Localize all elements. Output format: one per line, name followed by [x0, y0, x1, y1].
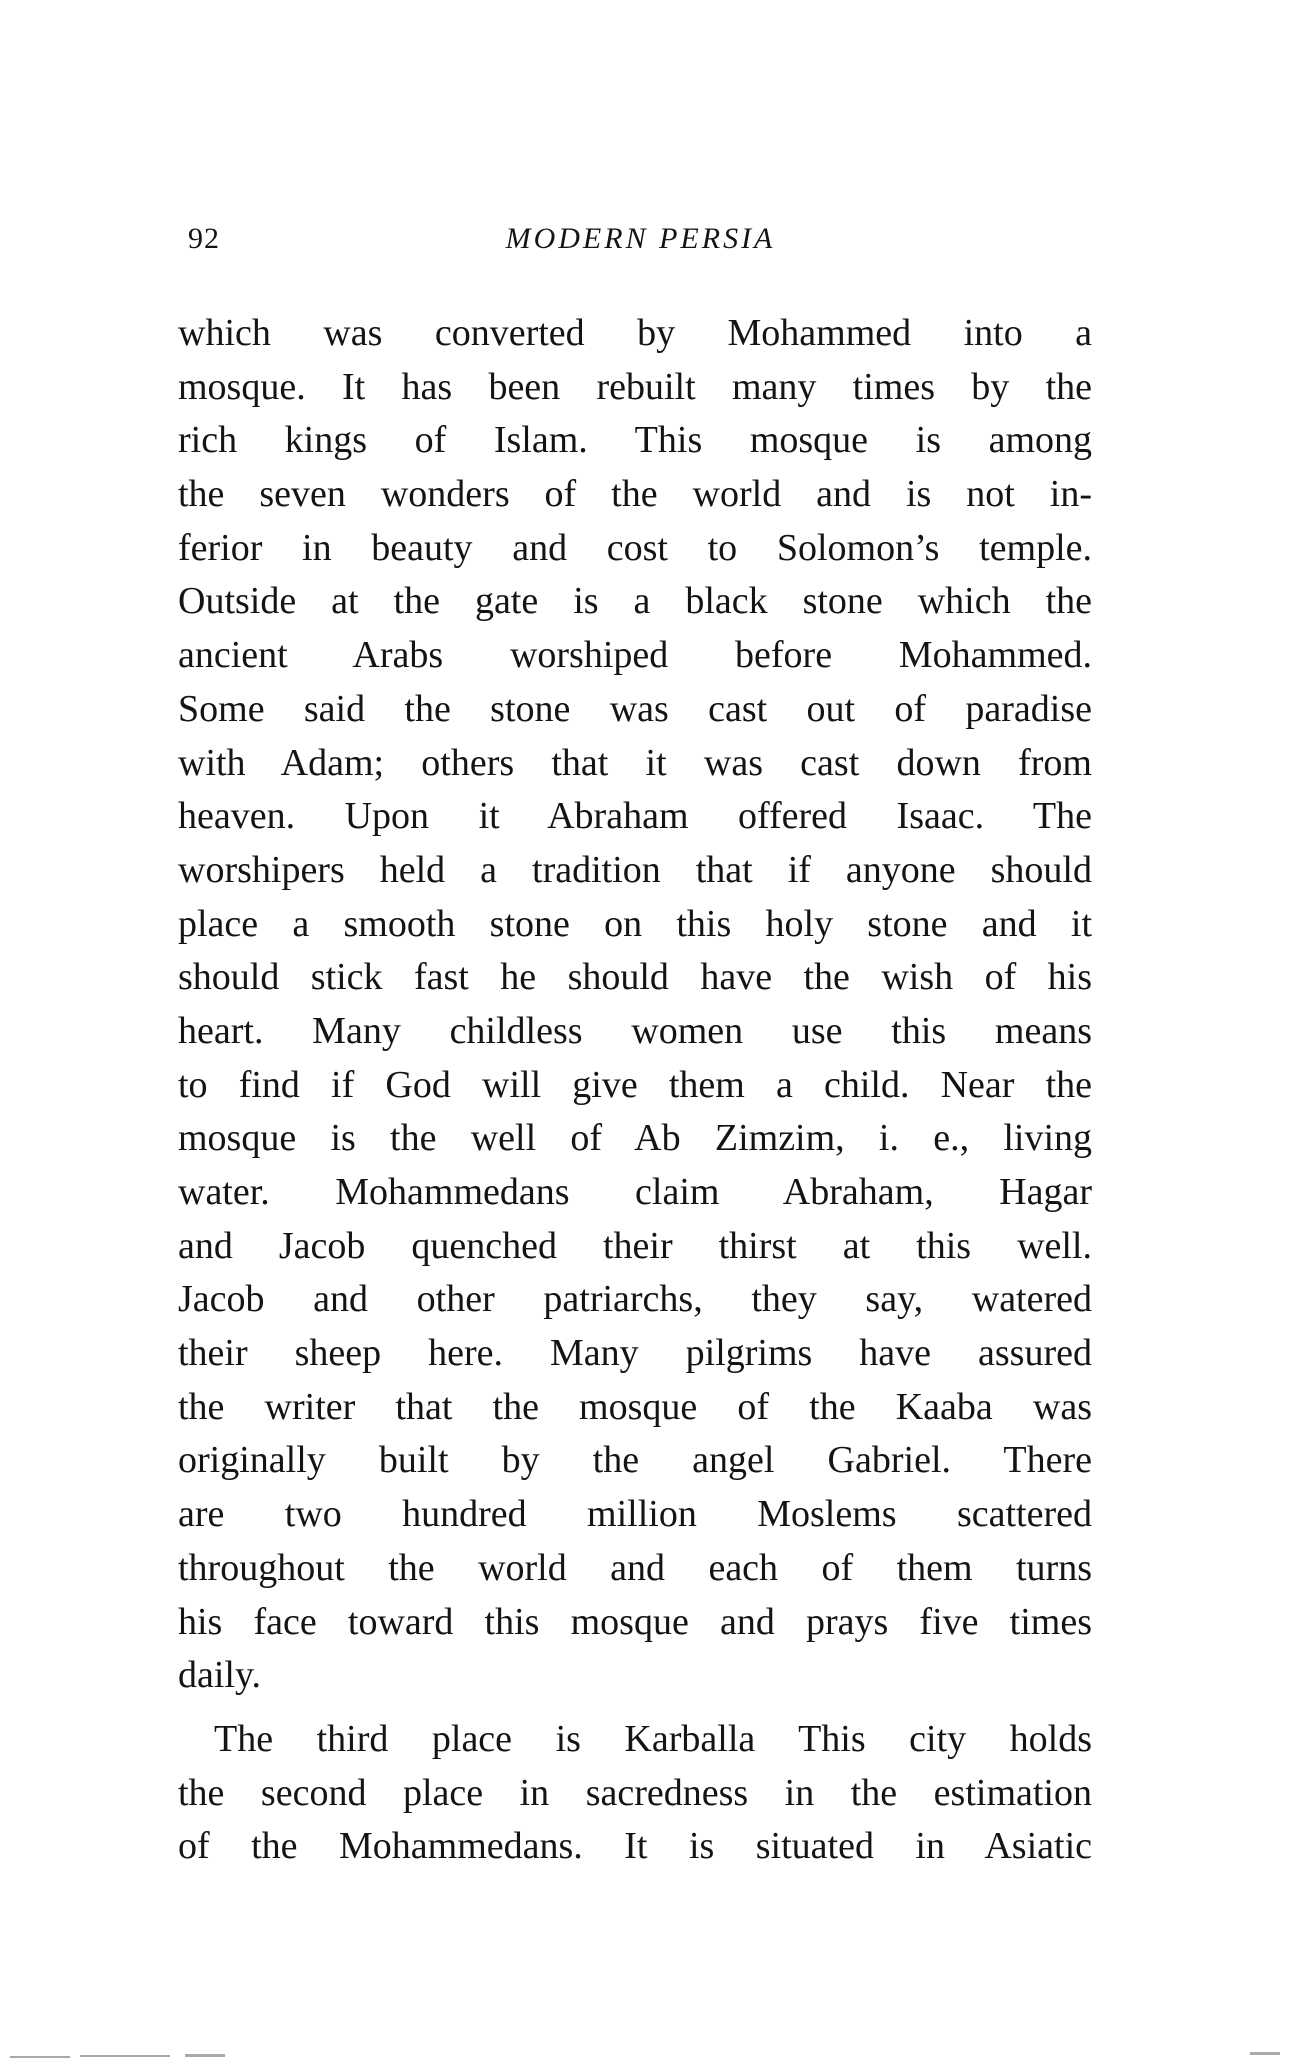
text-line: heart. Many childless women use this means — [178, 1009, 1092, 1052]
running-head — [188, 222, 1093, 272]
running-title: MODERN PERSIA — [505, 222, 776, 255]
text-line: throughout the world and each of them turns — [178, 1546, 1092, 1589]
text-line: Jacob and other patriarchs, they say, watered — [178, 1278, 1092, 1321]
text-line: rich kings of Islam. This mosque is among — [178, 419, 1092, 462]
text-line: The third place is Karballa This city holds — [214, 1717, 1092, 1760]
text-line: are two hundred million Moslems scattered — [178, 1493, 1092, 1536]
page-number: 92 — [188, 222, 220, 255]
text-line: their sheep here. Many pilgrims have assured — [178, 1332, 1092, 1375]
text-line: Some said the stone was cast out of paradise — [178, 687, 1092, 730]
text-line: mosque is the well of Ab Zimzim, i. e., living — [178, 1117, 1092, 1160]
text-line: with Adam; others that it was cast down from — [178, 741, 1092, 784]
text-line: Outside at the gate is a black stone which the — [178, 580, 1092, 623]
text-line: heaven. Upon it Abraham offered Isaac. The — [178, 795, 1092, 838]
paragraph — [178, 1713, 1092, 1874]
scan-specks — [0, 2036, 1315, 2066]
text-line: the seven wonders of the world and is not in- — [178, 473, 1092, 516]
text-line: water. Mohammedans claim Abraham, Hagar — [178, 1171, 1092, 1213]
text-line: his face toward this mosque and prays five times — [178, 1600, 1092, 1643]
text-line: should stick fast he should have the wish of his — [178, 956, 1092, 999]
text-line: the second place in sacredness in the estimation — [178, 1771, 1092, 1814]
text-line: the writer that the mosque of the Kaaba was — [178, 1385, 1092, 1428]
body-text — [178, 307, 1092, 1874]
text-line: and Jacob quenched their thirst at this well. — [178, 1224, 1092, 1267]
text-line: place a smooth stone on this holy stone and it — [178, 902, 1092, 945]
paragraph-break — [178, 1703, 1092, 1713]
text-line: originally built by the angel Gabriel. There — [178, 1439, 1092, 1482]
text-line: to find if God will give them a child. Near the — [178, 1063, 1092, 1106]
text-line: daily. — [178, 1654, 262, 1697]
text-line: which was converted by Mohammed into a — [178, 312, 1092, 354]
text-line: worshipers held a tradition that if anyone should — [178, 848, 1092, 891]
text-line: of the Mohammedans. It is situated in Asiatic — [178, 1825, 1092, 1868]
text-line: mosque. It has been rebuilt many times by the — [178, 365, 1092, 408]
paragraph — [178, 307, 1092, 1703]
text-line: ferior in beauty and cost to Solomon’s temple. — [178, 526, 1092, 569]
text-line: ancient Arabs worshiped before Mohammed. — [178, 634, 1092, 677]
